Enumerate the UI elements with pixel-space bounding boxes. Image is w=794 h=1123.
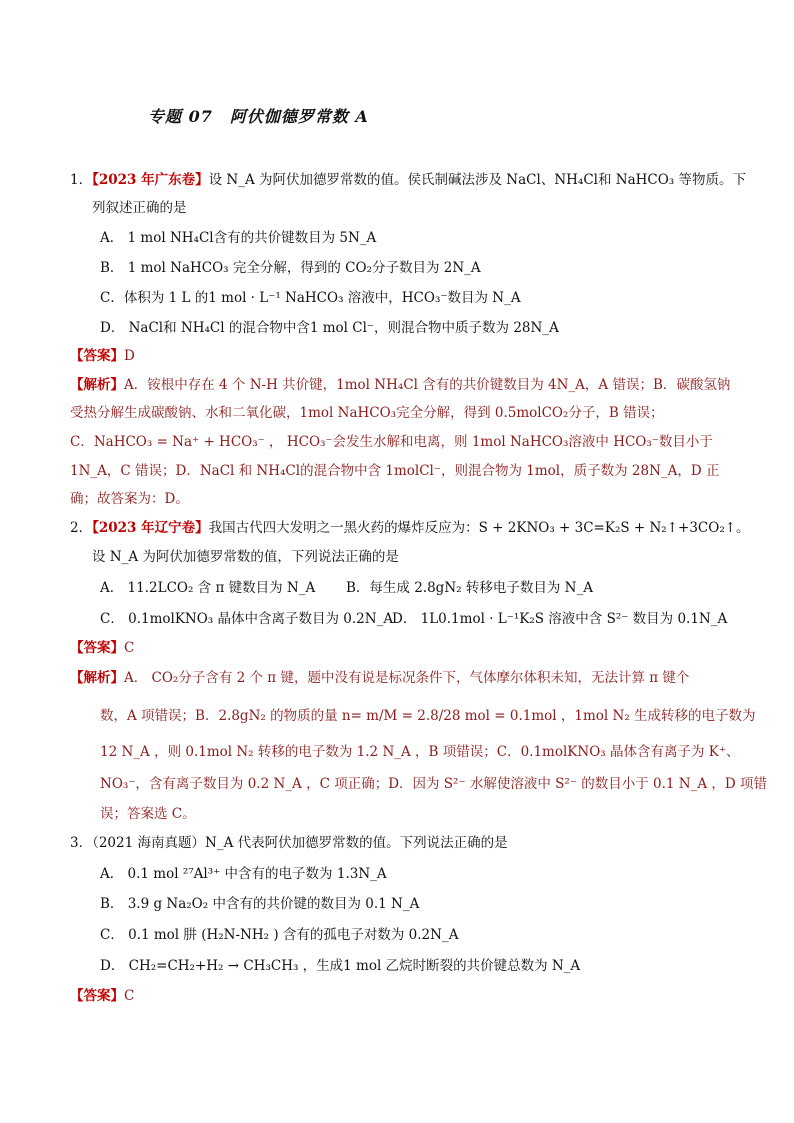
question-2-option-b: B．每生成 2.8gN₂ 转移电子数目为 N_A xyxy=(346,580,593,596)
question-2-option-c: C． 0.1molKNO₃ 晶体中含离子数目为 0.2N_A xyxy=(100,611,394,627)
question-1-analysis-line2: 受热分解生成碳酸钠、水和二氧化碳，1mol NaHCO₃完全分解，得到 0.5molCO₂分子，B 错误； xyxy=(70,405,664,421)
question-1-analysis-line5: 确；故答案为：D。 xyxy=(70,491,189,507)
answer-label: 【答案】 xyxy=(70,348,124,364)
question-3-stem xyxy=(70,833,508,853)
question-number: 1． xyxy=(70,172,93,188)
question-text: 设 N_A 为阿伏加德罗常数的值。侯氏制碱法涉及 NaCl、NH₄Cl和 NaHCO₃ 等物质。下 xyxy=(208,172,746,188)
question-3-option-b: B． 3.9 g Na₂O₂ 中含有的共价键的数目为 0.1 N_A xyxy=(100,896,420,912)
answer-value: D xyxy=(124,348,135,364)
question-source: （2021 海南真题） xyxy=(92,835,205,851)
question-2-answer xyxy=(70,638,134,658)
question-2-stem xyxy=(70,518,750,538)
question-2-stem-cont: 设 N_A 为阿伏加德罗常数的值，下列说法正确的是 xyxy=(92,549,399,565)
question-3-option-c: C． 0.1 mol 肼 (H₂N-NH₂ ) 含有的孤电子对数为 0.2N_A xyxy=(100,927,459,943)
answer-label: 【答案】 xyxy=(70,988,124,1004)
question-2-analysis-line5: 误；答案选 C。 xyxy=(100,806,196,822)
question-1-option-d: D． NaCl和 NH₄Cl 的混合物中含1 mol Cl⁻，则混合物中质子数为 28N_A xyxy=(100,320,559,336)
question-source: 【2023 年辽宁卷】 xyxy=(92,520,209,536)
question-2-option-d: D． 1L0.1mol · L⁻¹K₂S 溶液中含 S²⁻ 数目为 0.1N_A xyxy=(392,611,728,627)
question-text: N_A 代表阿伏加德罗常数的值。下列说法正确的是 xyxy=(205,835,508,851)
question-2-option-a: A． 11.2LCO₂ 含 π 键数目为 N_A xyxy=(100,580,316,596)
answer-label: 【答案】 xyxy=(70,640,124,656)
question-2-analysis xyxy=(70,668,689,688)
analysis-text: A．铵根中存在 4 个 N-H 共价键，1mol NH₄Cl 含有的共价键数目为 4N_A，A 错误；B．碳酸氢钠 xyxy=(124,377,731,393)
question-source: 【2023 年广东卷】 xyxy=(92,172,209,188)
question-2-analysis-line2: 数，A 项错误；B．2.8gN₂ 的物质的量 n= m/M = 2.8/28 mol = 0.1mol ，1mol N₂ 生成转移的电子数为 xyxy=(100,708,756,724)
question-2-analysis-line3: 12 N_A ，则 0.1mol N₂ 转移的电子数为 1.2 N_A ，B 项错误；C．0.1molKNO₃ 晶体含有离子为 K⁺、 xyxy=(100,744,740,760)
question-3-answer xyxy=(70,986,134,1006)
question-1-stem xyxy=(70,170,746,190)
analysis-label: 【解析】 xyxy=(70,670,124,686)
answer-value: C xyxy=(124,640,135,656)
analysis-text: A． CO₂分子含有 2 个 π 键，题中没有说是标况条件下，气体摩尔体积未知，无法计算 π 键个 xyxy=(124,670,690,686)
question-2-analysis-line4: NO₃⁻，含有离子数目为 0.2 N_A ，C 项正确；D．因为 S²⁻ 水解使溶液中 S²⁻ 的数目小于 0.1 N_A ，D 项错 xyxy=(100,776,768,792)
question-3-option-d: D． CH₂=CH₂+H₂ → CH₃CH₃ ，生成1 mol 乙烷时断裂的共价键总数为 N_A xyxy=(100,958,581,974)
question-1-analysis-line3: C．NaHCO₃ = Na⁺ + HCO₃⁻ ， HCO₃⁻会发生水解和电离，则 1mol NaHCO₃溶液中 HCO₃⁻数目小于 xyxy=(70,434,713,450)
analysis-label: 【解析】 xyxy=(70,377,124,393)
question-3-option-a: A． 0.1 mol ²⁷Al³⁺ 中含有的电子数为 1.3N_A xyxy=(100,866,387,882)
question-1-answer xyxy=(70,346,135,366)
question-1-analysis-line4: 1N_A，C 错误；D．NaCl 和 NH₄Cl的混合物中含 1molCl⁻，则混合物为 1mol，质子数为 28N_A，D 正 xyxy=(70,463,720,479)
question-1-analysis xyxy=(70,375,730,395)
page-title: 专题 07 阿伏伽德罗常数 A xyxy=(148,107,369,126)
question-number: 2． xyxy=(70,520,93,536)
question-1-option-c: C．体积为 1 L 的1 mol · L⁻¹ NaHCO₃ 溶液中，HCO₃⁻数目为 N_A xyxy=(100,290,521,306)
question-1-option-a: A． 1 mol NH₄Cl含有的共价键数目为 5N_A xyxy=(100,230,377,246)
question-number: 3． xyxy=(70,835,93,851)
question-1-option-b: B． 1 mol NaHCO₃ 完全分解，得到的 CO₂分子数目为 2N_A xyxy=(100,260,481,276)
question-1-stem-cont: 列叙述正确的是 xyxy=(92,200,187,216)
answer-value: C xyxy=(124,988,135,1004)
question-text: 我国古代四大发明之一黑火药的爆炸反应为：S + 2KNO₃ + 3C=K₂S + N₂↑+3CO₂↑。 xyxy=(208,520,750,536)
